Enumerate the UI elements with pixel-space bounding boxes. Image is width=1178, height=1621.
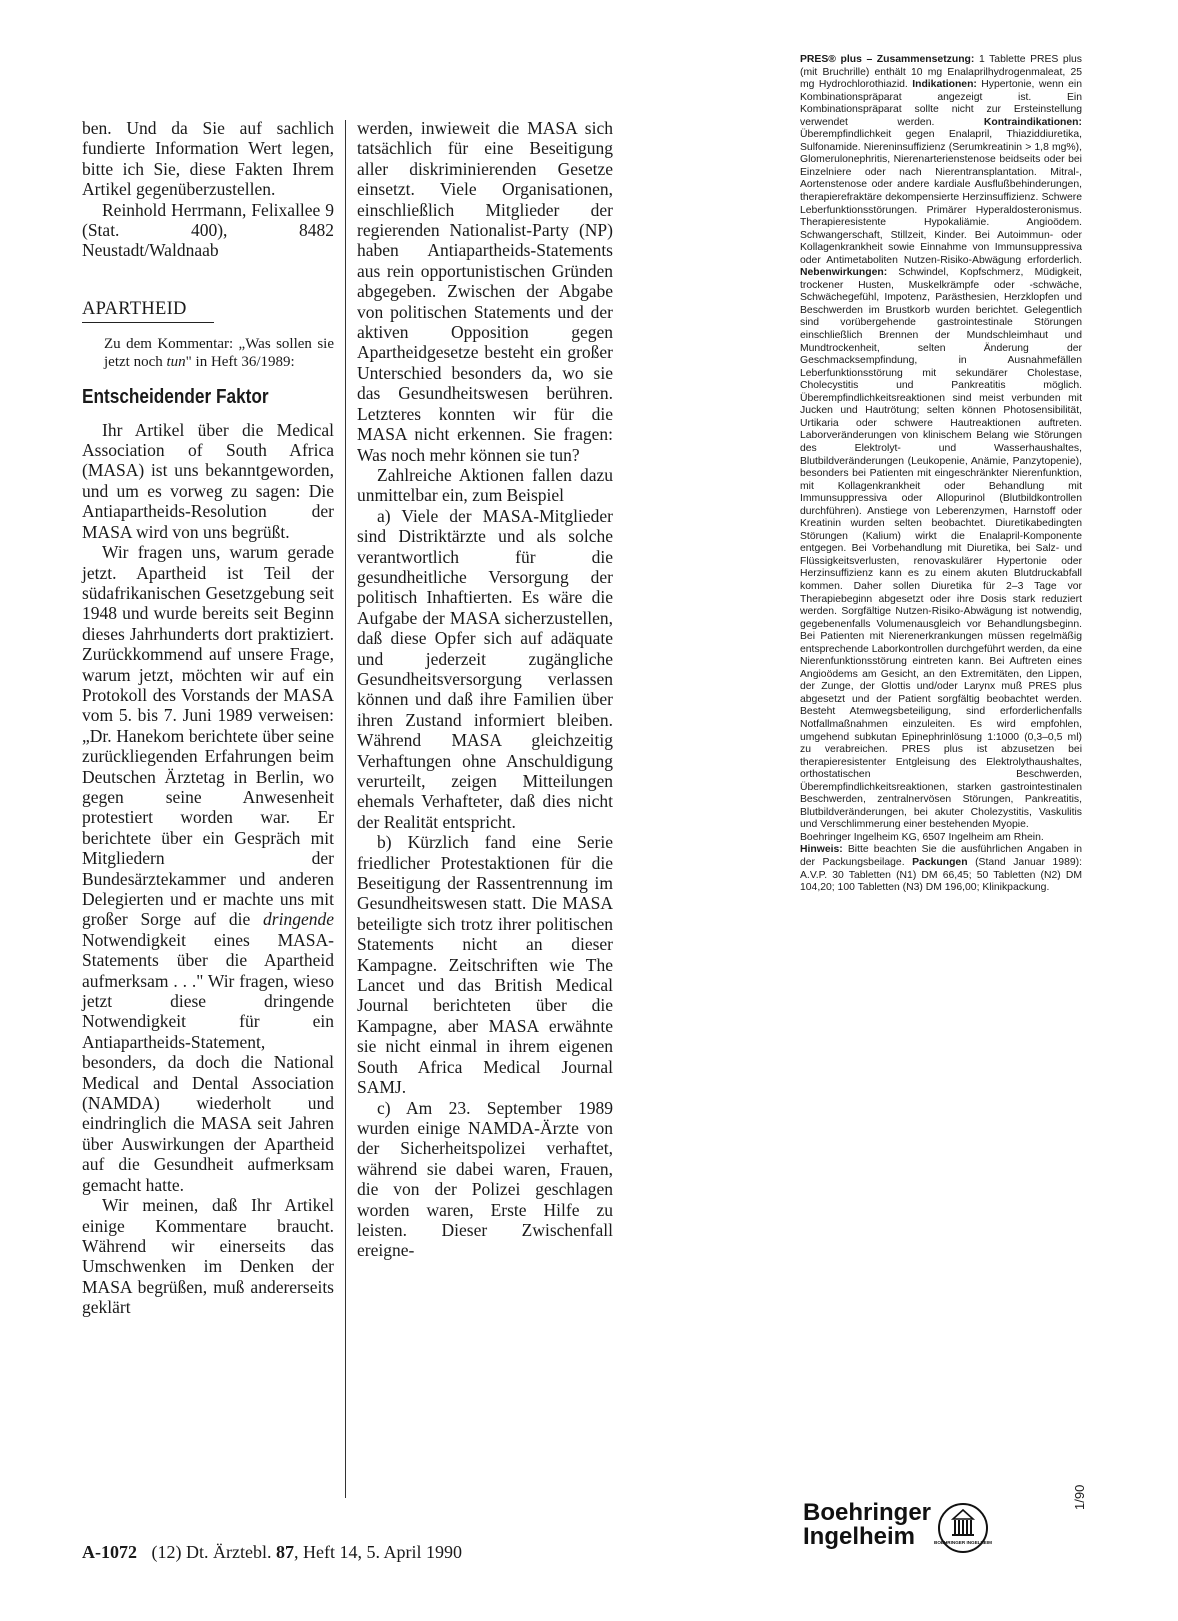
letter-paragraph: Ihr Artikel über die Medical Association of South Africa (MASA) ist uns bekanntgeworden, und um es vorweg zu sagen: Die Antiapartheids-Resolution der MASA wird von uns begrüßt. (82, 419, 334, 542)
page-number: A-1072 (82, 1542, 137, 1562)
letter-paragraph: b) Kürzlich fand eine Serie friedlicher Protestaktionen für die Beseitigung der Rassentrennung im Gesundheitswesen statt. Die MASA beteiligte sich trotz ihrer politischen Statements nicht an dieser Kampagne. Zeitschriften wie The Lancet und das British Medical Journal berichteten über die Kampagne, aber MASA erwähnte sie nicht einmal in ihrem eigenen South Africa Medical Journal SAMJ. (357, 832, 613, 1098)
letter-paragraph: Wir fragen uns, warum gerade jetzt. Apartheid ist Teil der südafrikanischen Gesetzgebung seit 1948 und wurde bereits seit Beginn dieses Jahrhunderts dort praktiziert. Zurückkommend auf unsere Frage, warum jetzt, möchten wir auf ein Protokoll des Vorstands der MASA vom 5. bis 7. Juni 1989 verweisen: „Dr. Hanekom berichtete über seine zurückliegenden Erfahrungen beim Deutschen Ärztetag in Berlin, wo gegen seine Anwesenheit protestiert worden war. Er berichtete über ein Gespräch mit Mitgliedern der Bundesärztekammer und anderen Delegierten und er machte uns mit großer Sorge auf die dringende Notwendigkeit eines MASA-Statements über die Apartheid aufmerksam . . ." Wir fragen, wieso jetzt diese dringende Notwendigkeit für ein Antiapartheids-Statement, besonders, da doch die National Medical and Dental Association (NAMDA) wiederholt und eindringlich die MASA seit Jahren über Auswirkungen der Apartheid auf die Gesundheit aufmerksam gemacht hatte. (82, 542, 334, 1195)
letter-text: ben. Und da Sie auf sachlich fundierte Information Wert legen, bitte ich Sie, diese Fakten Ihrem Artikel gegenüberzustellen. (82, 118, 334, 200)
letter-paragraph: Wir meinen, daß Ihr Artikel einige Kommentare braucht. Während wir einerseits das Umschwenken im Denken der MASA begrüßen, muß andererseits geklärt (82, 1195, 334, 1318)
reference-italic: tun (166, 353, 186, 370)
side-code: 1/90 (1072, 1484, 1087, 1510)
letter-headline: Entscheidender Faktor (82, 385, 269, 409)
letter-column-1 (82, 118, 334, 1318)
logo-mark-text: BOEHRINGER INGELHEIM (934, 1540, 992, 1545)
company-logo-text (803, 1501, 931, 1549)
letter-signature: Reinhold Herrmann, Felixallee 9 (Stat. 400), 8482 Neustadt/Waldnaab (82, 199, 334, 261)
letter-paragraph: a) Viele der MASA-Mitglieder sind Distriktärzte und als solche verantwortlich für die gesundheitliche Versorgung der politisch Inhaftierten. Es wäre die Aufgabe der MASA sicherzustellen, daß diese Opfer sich auf adäquate und jederzeit zugängliche Gesundheitsversorgung verlassen können und daß ihre Familien über ihren Zustand informiert bleiben. Während MASA gleichzeitig Verhaftungen ohne Anschuldigung verurteilt, zeigen Mitteilungen ehemals Verhafteter, daß dies nicht der Realität entspricht. (357, 505, 613, 832)
letter-paragraph: werden, inwieweit die MASA sich tatsächlich für eine Beseitigung aller diskriminierenden Gesetze einsetzt. Viele Organisationen, einschließlich Mitglieder der regierenden Nationalist-Party (NP) haben Antiapartheids-Statements aus rein opportunistischen Gründen abgegeben. Zwischen der Abgabe von politischen Statements und der aktiven Opposition gegen Apartheidgesetze besteht ein großer Unterschied besonders da, wo sie das Gesundheitswesen berühren. Letzteres konnten wir für die MASA nicht erkennen. Sie fragen: Was noch mehr können sie tun? (357, 118, 613, 465)
letter-column-2 (357, 118, 613, 1261)
package-info: Hinweis: Bitte beachten Sie die ausführlichen Angaben in der Packungsbeilage. Packungen (Stand Januar 1989): A.V.P. 30 Tabletten (N1) DM 66,45; 50 Tabletten (N2) DM 104,20; 100 Tabletten (N3) DM 196,00; Klinikpackung. (800, 844, 1082, 894)
citation: (12) Dt. Ärztebl. 87, Heft 14, 5. April 1990 (151, 1542, 462, 1562)
reference-note (82, 336, 334, 371)
boehringer-logo-icon (934, 1502, 992, 1554)
company-address: Boehringer Ingelheim KG, 6507 Ingelheim am Rhein. (800, 831, 1044, 843)
emphasis: dringende (263, 909, 334, 930)
drug-info-text: PRES® plus – Zusammensetzung: 1 Tablette PRES plus (mit Bruchrille) enthält 10 mg Enalaprilhydrogenmaleat, 25 mg Hydrochlorothiazid. Indikationen: Hypertonie, wenn ein Kombinationspräparat angezeigt ist. Ein Kombinationspräparat sollte nicht zur Ersteinstellung verwendet werden. Kontraindikationen: Überempfindlichkeit gegen Enalapril, Thiaziddiuretika, Sulfonamide. Niereninsuffizienz (Serumkreatinin > 1,8 mg%), Glomerulonephritis, Nierenarterienstenose beidseits oder bei Einzelniere oder nach Nierentransplantation. Mitral-, Aortenstenose oder andere kardiale Ausflußbehinderungen, therapierefraktäre dekompensierte Herzinsuffizienz. Schwere Leberfunktionsstörungen. Primärer Hyperaldosteronismus. Therapieresistente Hypokaliämie. Angioödem. Schwangerschaft, Stillzeit, Kinder. Bei Autoimmun- oder Kollagenkrankheit sowie Einnahme von Immunsuppressiva oder Antimetaboliten Nutzen-Risiko-Abwägung erforderlich. Nebenwirkungen: Schwindel, Kopfschmerz, Müdigkeit, trockener Husten, Muskelkrämpfe oder -schwäche, Schwächegefühl, Impotenz, Parästhesien, Herzklopfen und Beschwerden im Brustkorb wurden berichtet. Gelegentlich sind vorübergehende gastrointestinale Störungen einschließlich Brennen der Mundschleimhaut und Mundtrockenheit, selten Änderung der Geschmacksempfindung, in Ausnahmefällen Leberfunktionsstörung mit sekundärer Cholestase, Cholecystitis und Pankreatitis möglich. Überempfindlichkeitsreaktionen sind meist verbunden mit Jucken und Hautrötung; selten können Photosensibilität, Urtikaria oder schwere Hautreaktionen auftreten. Laborveränderungen von klinischem Belang wie Störungen des Elektrolyt- und Wasserhaushaltes, Blutbildveränderungen (Leukopenie, Anämie, Panzytopenie), besonders bei Patienten mit eingeschränkter Nierenfunktion, mit Kollagenkrankheit oder Behandlung mit Immunsuppressiva oder Allopurinol (Blutbildkontrollen durchführen). Anstiege von Leberenzymen, Harnstoff oder Kreatinin wurden selten beobachtet. Diuretikabedingten Störungen (Kalium) wirkt die Enalapril-Komponente entgegen. Bei Vorbehandlung mit Diuretika, bei Salz- und Flüssigkeitsverlusten, renovaskulärer Hypertonie oder Herzinsuffizienz kann es zu einem akuten Blutdruckabfall kommen. Daher sollen Diuretika für 2–3 Tage vor Therapiebeginn abgesetzt oder ihre Dosis stark reduziert werden. Sorgfältige Nutzen-Risiko-Abwägung ist notwendig, gegebenenfalls Volumenausgleich vor Behandlungsbeginn. Bei Patienten mit Nierenerkrankungen müssen regelmäßig entsprechende Laborkontrollen durchgeführt werden, da eine Nierenfunktionsstörung eintreten kann. Bei Auftreten eines Angioödems am Gesicht, an den Extremitäten, den Lippen, der Zunge, der Glottis und/oder Larynx muß PRES plus abgesetzt und der Patient sorgfältig beobachtet werden. Besteht Atemwegsbeteiligung, sind erforderlichenfalls Notfallmaßnahmen einzuleiten. Es wird empfohlen, umgehend subkutan Epinephrinlösung 1:1000 (0,3–0,5 ml) zu verabreichen. PRES plus ist abzusetzen bei therapieresistenter Entgleisung des Elektrolythaushaltes, orthostatischen Beschwerden, Überempfindlichkeitsreaktionen, starken gastrointestinalen Beschwerden, zentralnervösen Störungen, Pankreatitis, Blutbildveränderungen, bei akuter Cholezystitis, Vaskulitis und Verschlimmerung einer bestehenden Myopie. (800, 54, 1082, 831)
page-footer (82, 1542, 462, 1563)
letter-paragraph: c) Am 23. September 1989 wurden einige NAMDA-Ärzte von der Sicherheitspolizei verhaftet, während sie dabei waren, Frauen, die von der Polizei geschlagen worden waren, Erste Hilfe zu leisten. Dieser Zwischenfall ereigne- (357, 1097, 613, 1261)
section-heading: APARTHEID (82, 299, 214, 323)
column-divider (345, 120, 346, 1498)
letter-paragraph: Zahlreiche Aktionen fallen dazu unmittelbar ein, zum Beispiel (357, 464, 613, 506)
reference-text: Zu dem Kommentar: „Was sollen sie jetzt noch (104, 336, 334, 370)
logo-line-1: Boehringer (803, 1499, 932, 1526)
reference-text-end: " in Heft 36/1989: (185, 353, 295, 370)
drug-info-column (800, 54, 1082, 895)
logo-line-2: Ingelheim (803, 1523, 916, 1550)
